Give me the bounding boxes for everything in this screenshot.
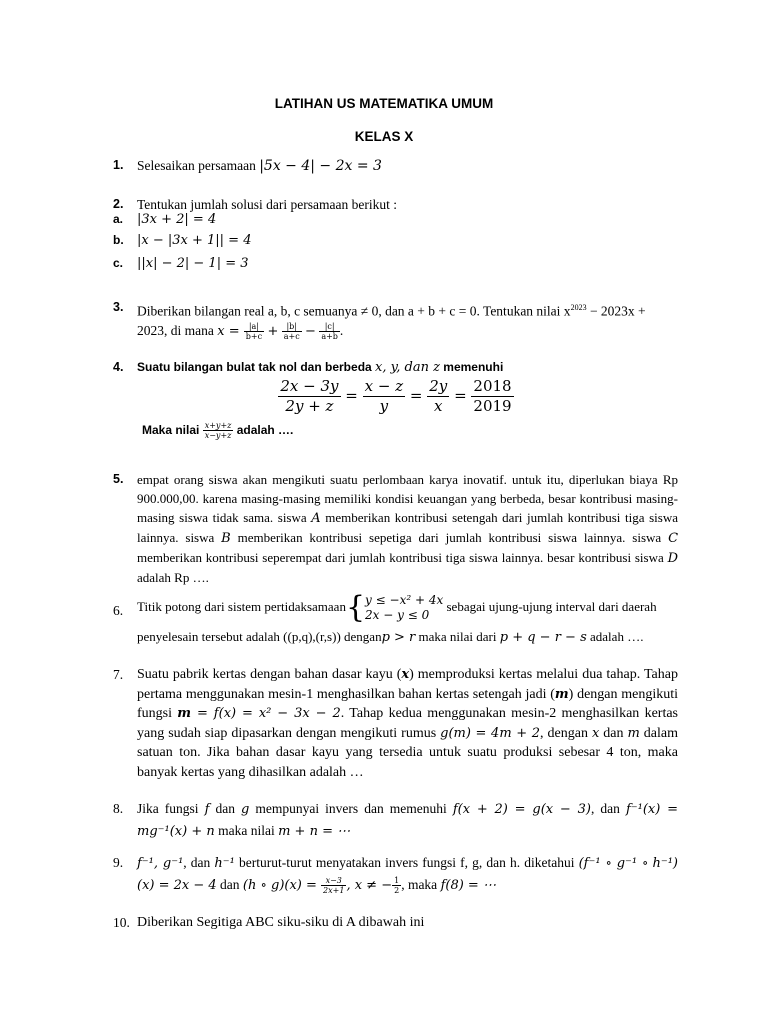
question-text-line2: penyelesain tersebut adalah ((p,q),(r,s)) dengan	[137, 629, 382, 644]
question-1	[113, 156, 678, 176]
line-6: kontribusi siswa	[578, 550, 668, 565]
question-9	[113, 852, 678, 896]
x-equals: x =	[217, 323, 244, 339]
line-1-cont: mempunyai invers dan memenuhi	[249, 801, 453, 816]
system-brace: {	[345, 590, 366, 625]
question-10	[113, 913, 678, 932]
question-8	[113, 798, 678, 842]
line-1-cont: berturut-turut menyatakan invers fungsi f, g, dan h. diketahui	[234, 855, 579, 870]
f-of-8: f(8) = ⋯	[440, 878, 496, 893]
var-c: C	[668, 531, 679, 546]
fraction-xyz: $\frac{x+y+z}{x-y+z}$	[204, 421, 232, 441]
sub-label: c.	[113, 256, 124, 270]
question-text-end: memenuhi	[439, 360, 504, 374]
question-number: 8.	[113, 801, 124, 816]
line-6: sebesar 4 ton, maka banyak kertas yang dihasilkan adalah …	[137, 745, 678, 780]
var-d: D	[667, 551, 678, 566]
class-title: KELAS X	[354, 129, 414, 144]
maka-text: , maka	[401, 877, 441, 892]
question-2a	[113, 212, 216, 227]
var-g: g	[241, 802, 250, 817]
question-text-cont: sebagai ujung-ujung interval dari daerah	[443, 598, 657, 614]
line-5: dengan	[547, 725, 592, 741]
fraction-c: $\frac{|c|}{a+b}$	[321, 321, 338, 341]
question-5	[113, 470, 678, 587]
equals-sign: =	[409, 386, 423, 405]
line-4-cont: ,	[540, 725, 544, 741]
maka-text: Maka nilai	[142, 423, 203, 437]
line-2: 900.000,00. karena masing-masing memiliki kondisi keuangan yang berbeda, besar kontribusi	[137, 491, 633, 506]
condition: p > r	[381, 630, 416, 645]
document-title: LATIHAN US MATEMATIKA UMUM	[274, 96, 494, 111]
inequality-system: y ≤ −x² + 4x 2x − y ≤ 0	[365, 593, 444, 622]
var-a: A	[311, 511, 321, 526]
equals-sign: =	[454, 386, 467, 405]
composition-start: (f⁻¹ ∘ g⁻¹ ∘	[578, 856, 649, 871]
question-7	[113, 665, 678, 782]
question-number: 10.	[113, 915, 130, 930]
function-g: g(m) = 4m + 2	[440, 725, 541, 741]
line-1: empat orang siswa akan mengikuti suatu perlombaan karya inovatif. untuk itu, diperlukan biaya Rp	[137, 472, 678, 487]
question-6	[113, 590, 678, 647]
question-4-ask	[118, 421, 683, 440]
and-text: dan	[209, 801, 242, 816]
equals-sign: =	[345, 386, 358, 405]
line-5-cont: memberikan kontribusi seperempat dari jumlah kontribusi tiga siswa lainnya. besar	[137, 550, 575, 565]
equation-2: f⁻¹(x) =	[625, 802, 678, 817]
line-3-cont: memberikan kontribusi setengah dari jumlah kontribusi	[320, 510, 621, 525]
fraction-1: $\frac{2x - 3y}{2y + z}$	[280, 377, 339, 415]
inverse-fg: f⁻¹, g⁻¹	[137, 856, 184, 871]
minus-sign: −	[305, 323, 316, 339]
question-text: Tentukan jumlah solusi dari persamaan berikut :	[137, 197, 397, 212]
equation: |3x + 2| = 4	[137, 212, 217, 227]
period: .	[339, 322, 344, 338]
line-3-cont: . Tahap kedua menggunakan mesin-2	[340, 706, 557, 721]
line-1-cont: ) memproduksi kertas melalui dua tahap.	[409, 667, 641, 682]
line-2: maka nilai	[214, 823, 279, 838]
question-4	[113, 358, 678, 377]
question-text-line2-cont: maka nilai dari	[415, 629, 500, 644]
line-1: Jika fungsi	[137, 801, 205, 816]
line-5-cont: dalam satuan ton. Jika bahan dasar kayu yang tersedia untuk suatu produksi	[137, 725, 678, 760]
plus-sign: +	[267, 323, 279, 339]
fraction-2: $\frac{x - z}{y}$	[364, 377, 404, 415]
fraction-half: $\frac{1}{2}$	[394, 876, 400, 896]
adalah-text: adalah ….	[233, 423, 294, 437]
question-number: 9.	[113, 855, 124, 870]
equation-1: f(x + 2) = g(x − 3)	[452, 802, 591, 817]
line-5: siswa	[632, 530, 669, 545]
question-text: Diberikan bilangan real a, b, c semuanya ≠ 0, dan a + b + c = 0. Tentukan nilai x	[137, 303, 571, 319]
exponent: 2023	[570, 303, 587, 312]
question-2c	[113, 256, 249, 271]
sub-label: a.	[113, 212, 124, 226]
question-number: 7.	[113, 667, 124, 682]
question-text-line2-end: adalah ….	[586, 629, 644, 644]
equation-4	[12, 377, 768, 416]
fraction-3: $\frac{2y}{x}$	[429, 377, 448, 415]
question-text: Selesaikan persamaan	[137, 158, 260, 173]
inverse-h: h⁻¹	[214, 856, 235, 871]
line-4-cont: memberikan kontribusi sepetiga dari jumlah kontribusi siswa lainnya.	[230, 530, 626, 545]
question-text: Titik potong dari sistem pertidaksamaan	[137, 598, 346, 614]
line-4: menghasilkan kertas yang sudah siap dipasarkan dengan mengikuti rumus	[137, 706, 679, 741]
equation: |x − |3x + 1|| = 4	[137, 233, 252, 248]
sub-label: b.	[113, 233, 124, 247]
equation-3: mg⁻¹(x) + n	[137, 824, 215, 839]
var-f: f	[204, 802, 210, 817]
composition-hg: (h ∘ g)(x) =	[242, 878, 322, 893]
question-text-line2: 2023, di mana	[137, 322, 218, 338]
var-m-bold: m	[177, 706, 192, 721]
dan-text-2: dan	[216, 877, 243, 892]
question-number: 6.	[113, 603, 124, 618]
line-3: dengan mengikuti fungsi	[137, 686, 679, 721]
equation: ||x| − 2| − 1| = 3	[137, 256, 249, 271]
var-b: B	[221, 531, 231, 546]
question-number: 2.	[113, 197, 124, 211]
line-1: Suatu pabrik kertas dengan bahan dasar kayu (	[137, 667, 402, 682]
line-2-cont: )	[568, 686, 574, 702]
question-number: 1.	[113, 158, 124, 172]
question-number: 4.	[113, 360, 124, 374]
line-1-dan: , dan	[590, 801, 626, 816]
line-4: tiga siswa lainnya. siswa	[137, 510, 678, 545]
equation: |5x − 4| − 2x = 3	[259, 158, 382, 174]
question-2b	[113, 233, 251, 248]
question-3	[113, 298, 678, 341]
var-m: m	[554, 686, 569, 702]
question-number: 3.	[113, 300, 124, 314]
fraction-b: $\frac{|b|}{a+c}$	[283, 321, 300, 341]
question-text: Suatu bilangan bulat tak nol dan berbeda	[137, 360, 376, 374]
line-6-cont: adalah Rp ….	[137, 570, 209, 585]
question-number: 5.	[113, 472, 124, 486]
expression: p + q − r − s	[499, 630, 587, 645]
var-x-plain: x	[591, 725, 600, 741]
fraction-4: $\frac{2018}{2019}$	[473, 377, 512, 415]
line-5-and: dan	[599, 725, 628, 741]
var-m-plain: m	[627, 725, 640, 741]
fraction-hg: $\frac{x-3}{2x+1}$	[323, 876, 345, 896]
function-f: = f(x) = x² − 3x − 2	[191, 706, 341, 721]
composition-end: h⁻¹)(x) = 2x − 4	[137, 856, 678, 893]
fraction-a: $\frac{|a|}{b+c}$	[245, 321, 263, 341]
var-x: x	[401, 667, 410, 682]
x-not-equal: , x ≠ −	[346, 878, 393, 893]
line-2: Tahap pertama menggunakan mesin-1 menghasilkan bahan kertas setengah jadi (	[137, 667, 678, 702]
line-3: masing-masing siswa tidak sama. siswa	[137, 491, 678, 525]
question-text: Diberikan Segitiga ABC siku-siku di A dibawah ini	[137, 915, 425, 930]
variables: x, y, dan z	[375, 360, 440, 375]
dan-text: , dan	[183, 855, 215, 870]
question-text-cont: − 2023x +	[586, 303, 646, 319]
equation-4: m + n = ⋯	[278, 824, 351, 839]
